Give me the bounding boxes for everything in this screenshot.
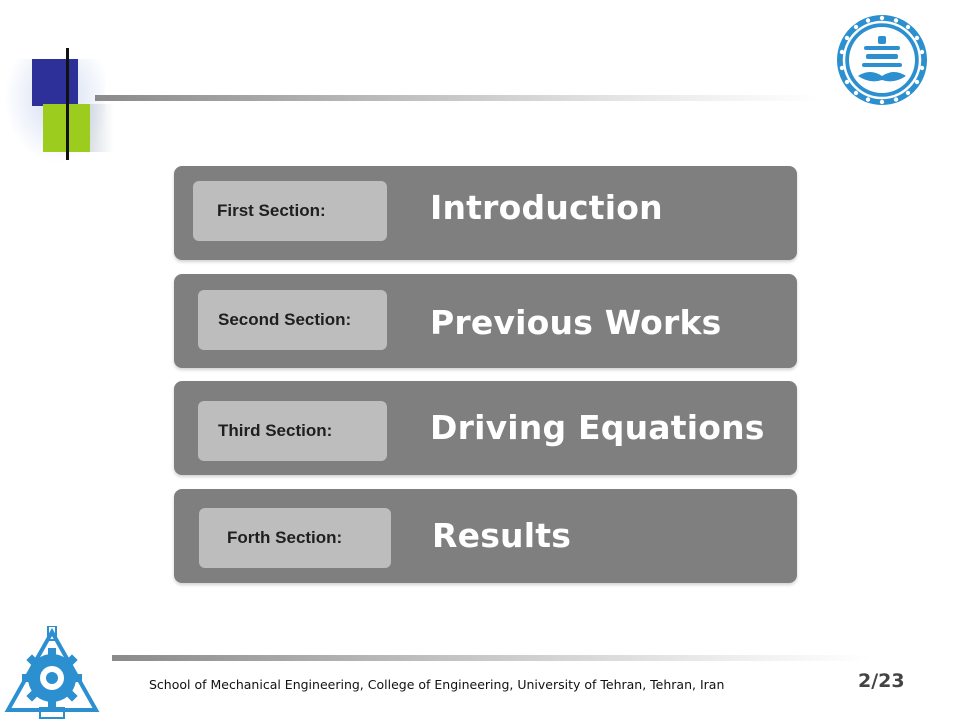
section-panel-2[interactable]: [174, 274, 797, 368]
section-title: Driving Equations: [430, 408, 765, 447]
section-tag: Third Section:: [198, 401, 387, 461]
decorative-vertical-line: [66, 48, 69, 160]
section-title: Results: [432, 516, 572, 555]
page-number: 2/23: [858, 670, 905, 692]
footer-institution-text: School of Mechanical Engineering, College of Engineering, University of Tehran, Tehran, Iran: [149, 677, 725, 692]
section-panel-4[interactable]: [174, 489, 797, 583]
footer-divider: [112, 655, 872, 661]
college-of-engineering-logo-icon: [4, 626, 100, 720]
section-tag: Forth Section:: [199, 508, 391, 568]
section-panel-1[interactable]: [174, 166, 797, 260]
section-tag: Second Section:: [198, 290, 387, 350]
section-title: Introduction: [430, 188, 663, 227]
section-tag: First Section:: [193, 181, 387, 241]
university-of-tehran-logo-icon: [836, 14, 928, 106]
section-title: Previous Works: [430, 303, 722, 342]
section-panel-3[interactable]: [174, 381, 797, 475]
header-divider: [95, 95, 820, 101]
decorative-blue-square: [32, 59, 78, 106]
decorative-glow-green: [88, 104, 114, 152]
